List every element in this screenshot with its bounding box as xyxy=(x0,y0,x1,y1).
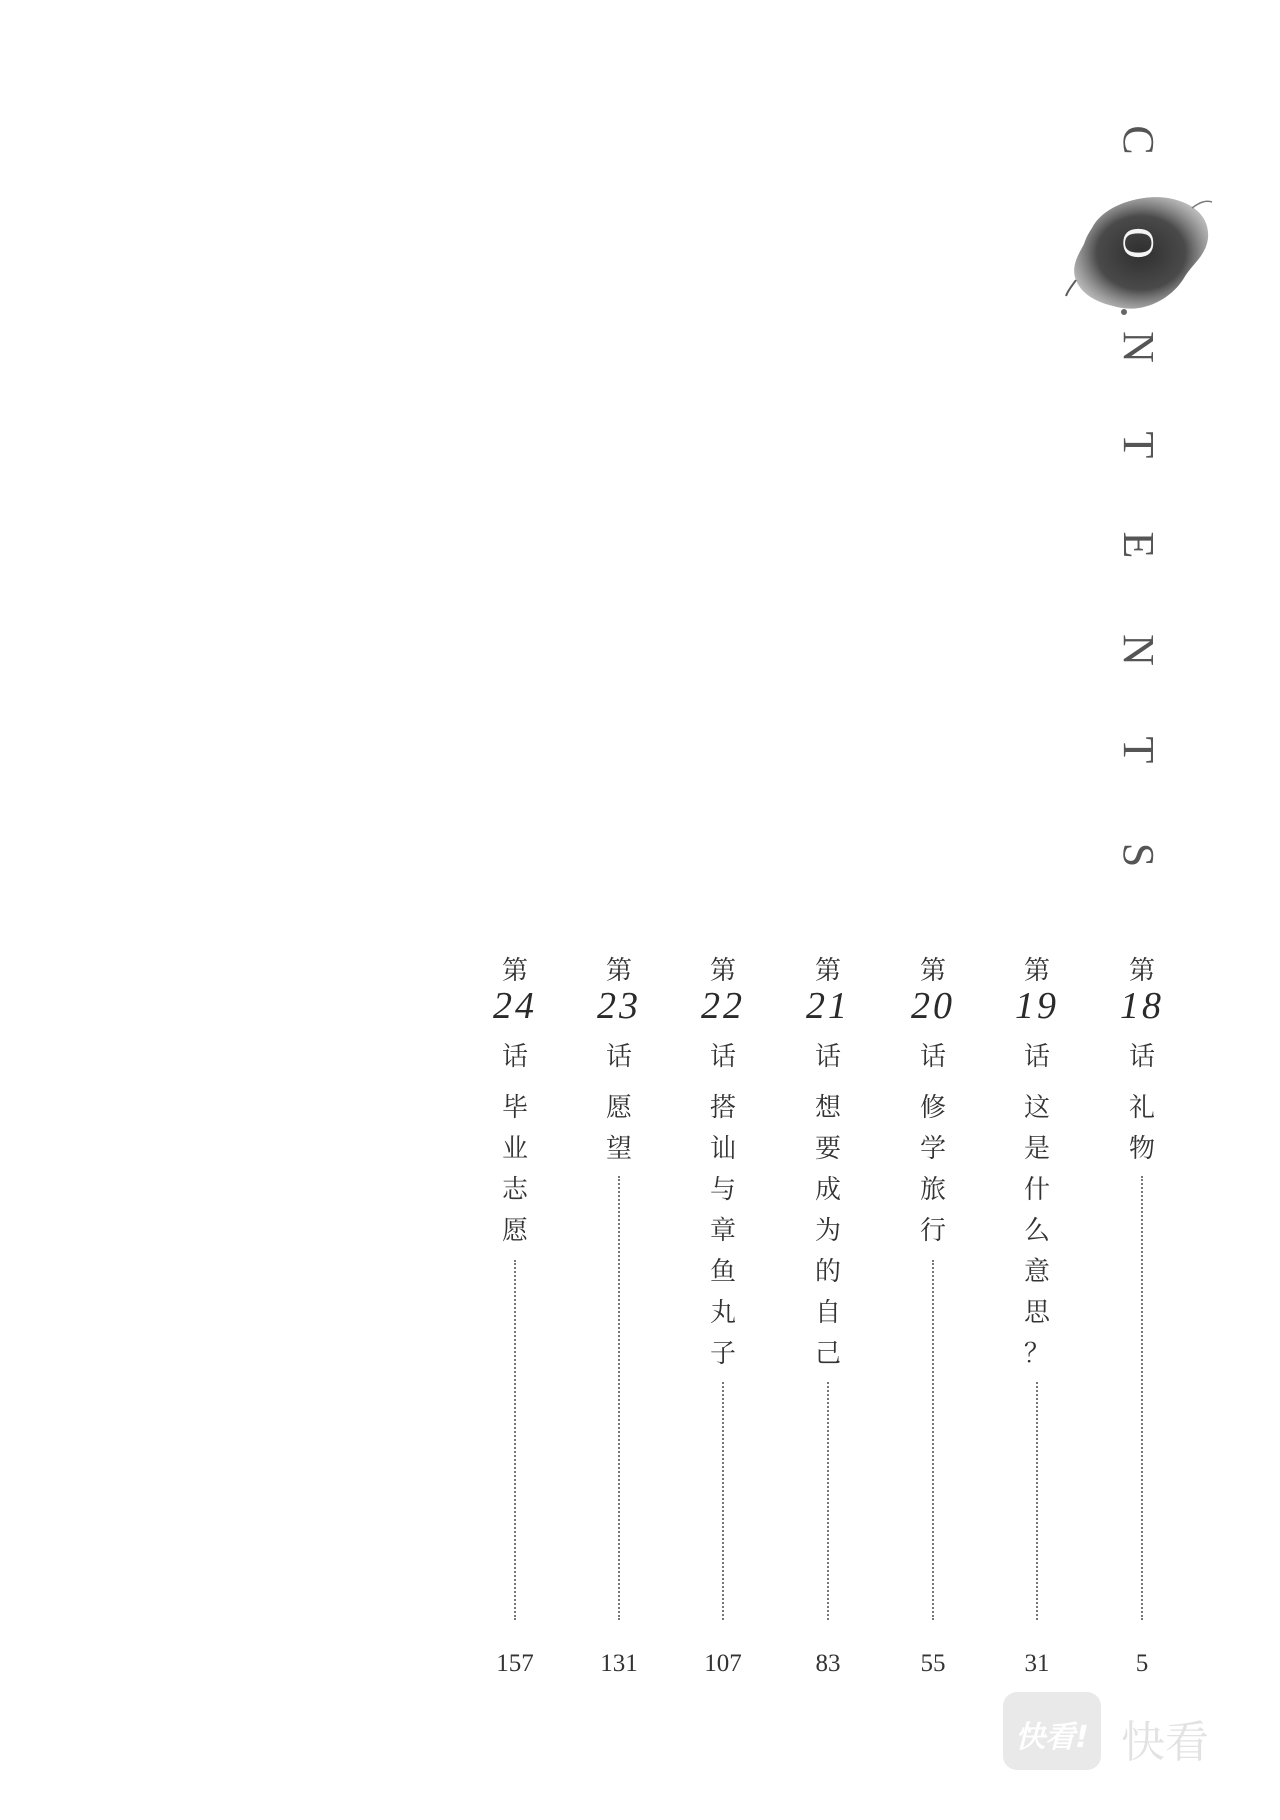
chapter-prefix: 第 xyxy=(919,956,946,986)
title-char: 意 xyxy=(1023,1257,1050,1287)
chapter-title xyxy=(898,1088,968,1252)
title-char: 己 xyxy=(814,1339,841,1369)
chapter-suffix: 话 xyxy=(1128,1042,1155,1072)
title-char: 章 xyxy=(709,1216,736,1246)
chapter-title xyxy=(1107,1088,1177,1170)
chapter-title xyxy=(1002,1088,1072,1375)
title-char: 讪 xyxy=(709,1134,736,1164)
watermark-text: 快看 xyxy=(1121,1717,1209,1768)
chapter-suffix: 话 xyxy=(919,1042,946,1072)
title-char: ？ xyxy=(1023,1339,1050,1369)
contents-letter: S xyxy=(1114,842,1163,868)
chapter-number: 20 xyxy=(911,985,955,1027)
chapter-prefix: 第 xyxy=(1023,956,1050,986)
contents-letter: N xyxy=(1114,331,1163,363)
chapter-prefix: 第 xyxy=(1128,956,1155,986)
contents-letter: O xyxy=(1114,227,1163,259)
dotted-leader xyxy=(827,1382,829,1620)
title-char: 为 xyxy=(814,1216,841,1246)
chapter-prefix: 第 xyxy=(814,956,841,986)
dotted-leader xyxy=(722,1382,724,1620)
chapter-prefix: 第 xyxy=(501,956,528,986)
chapter-number: 21 xyxy=(806,985,850,1027)
page-number: 107 xyxy=(704,1650,742,1677)
title-char: 什 xyxy=(1023,1175,1050,1205)
title-char: 鱼 xyxy=(709,1257,736,1287)
chapter-prefix: 第 xyxy=(605,956,632,986)
title-char: 行 xyxy=(919,1216,946,1246)
contents-letter: C xyxy=(1114,125,1163,155)
title-char: 要 xyxy=(814,1134,841,1164)
page-number: 5 xyxy=(1135,1650,1149,1677)
contents-letter: T xyxy=(1114,431,1163,459)
chapter-suffix: 话 xyxy=(605,1042,632,1072)
chapter-suffix: 话 xyxy=(814,1042,841,1072)
title-char: 望 xyxy=(605,1134,632,1164)
title-char: 思 xyxy=(1023,1298,1050,1328)
chapter-suffix: 话 xyxy=(709,1042,736,1072)
title-char: 修 xyxy=(919,1093,946,1123)
title-char: 想 xyxy=(814,1093,841,1123)
contents-letter: N xyxy=(1114,634,1163,666)
chapter-title xyxy=(688,1088,758,1375)
chapter-suffix: 话 xyxy=(501,1042,528,1072)
chapter-suffix: 话 xyxy=(1023,1042,1050,1072)
watermark-badge-text: 快看! xyxy=(1015,1720,1089,1755)
title-char: 子 xyxy=(709,1339,736,1369)
page-number: 31 xyxy=(1024,1650,1050,1677)
title-char: 愿 xyxy=(501,1216,528,1246)
title-char: 是 xyxy=(1023,1134,1050,1164)
page-number: 157 xyxy=(496,1650,534,1677)
contents-letter: E xyxy=(1114,531,1163,559)
dotted-leader xyxy=(1141,1176,1143,1620)
watermark-badge xyxy=(1003,1692,1101,1770)
chapter-title xyxy=(584,1088,654,1170)
title-char: 丸 xyxy=(709,1298,736,1328)
title-char: 么 xyxy=(1023,1216,1050,1246)
page-number: 83 xyxy=(815,1650,841,1677)
chapter-number: 24 xyxy=(493,985,537,1027)
title-char: 业 xyxy=(501,1134,528,1164)
title-char: 愿 xyxy=(605,1093,632,1123)
dotted-leader xyxy=(618,1176,620,1620)
dotted-leader xyxy=(514,1260,516,1620)
contents-letter: T xyxy=(1114,736,1163,764)
title-char: 物 xyxy=(1128,1134,1155,1164)
chapter-title xyxy=(480,1088,550,1252)
chapter-prefix: 第 xyxy=(709,956,736,986)
title-char: 毕 xyxy=(501,1093,528,1123)
chapter-number: 22 xyxy=(701,985,745,1027)
title-char: 成 xyxy=(814,1175,841,1205)
title-char: 志 xyxy=(501,1175,528,1205)
title-char: 的 xyxy=(814,1257,841,1287)
chapter-number: 19 xyxy=(1015,985,1059,1027)
page-number: 131 xyxy=(600,1650,638,1677)
dotted-leader xyxy=(1036,1382,1038,1620)
chapter-title xyxy=(793,1088,863,1375)
page-number: 55 xyxy=(920,1650,946,1677)
title-char: 与 xyxy=(709,1175,736,1205)
chapter-number: 23 xyxy=(597,985,641,1027)
title-char: 搭 xyxy=(709,1093,736,1123)
kuaikan-watermark xyxy=(1003,1692,1253,1770)
dotted-leader xyxy=(932,1260,934,1620)
title-char: 礼 xyxy=(1128,1093,1155,1123)
title-char: 学 xyxy=(919,1134,946,1164)
title-char: 旅 xyxy=(919,1175,946,1205)
chapter-number: 18 xyxy=(1120,985,1164,1027)
title-char: 这 xyxy=(1023,1093,1050,1123)
title-char: 自 xyxy=(814,1298,841,1328)
